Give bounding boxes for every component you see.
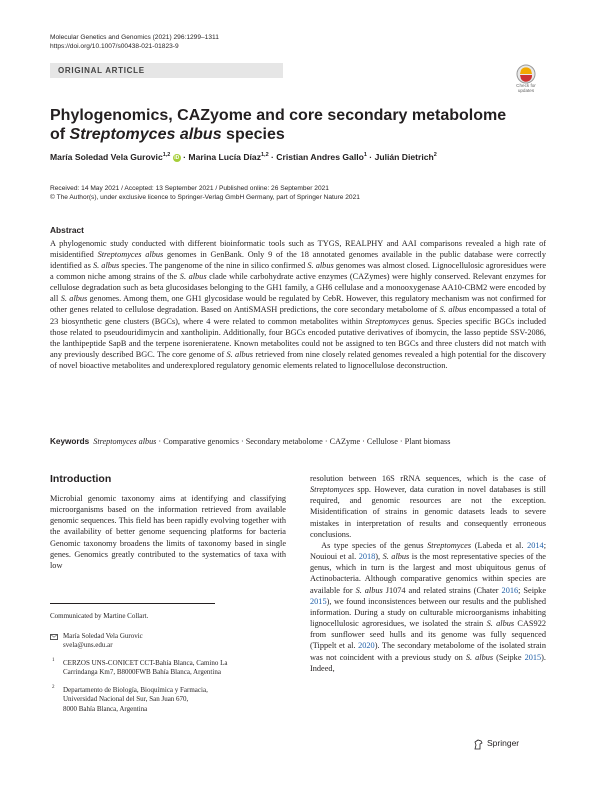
copyright-line: © The Author(s), under exclusive licence to Springer-Verlag GmbH Germany, part of Springer Nature 2021 xyxy=(50,194,360,202)
affiliation-line: CERZOS UNS-CONICET CCT-Bahía Blanca, Camino La xyxy=(63,659,228,667)
intro-paragraph: As type species of the genus Streptomyces (Labeda et al. 2014; Nouioui et al. 2018), S. albus is the most representative species of the genus, which in turn is the largest and most ubiquitous genus of Actinobacteria. Although comparative genomics within species are available for S. albus J1074 and related strains (Chater 2016; Seipke 2015), we found inconsistences between our results and the published information. During a study on culturable microorganisms inhabiting lignocellulosic agroresidues, we isolated the strain S. albus CAS922 from sunflower seed hulls and its genome was fully sequenced (Tippelt et al. 2020). The secondary metabolome of the isolated strain was not coincident with a previous study on S. albus (Seipke 2015). Indeed, xyxy=(310,540,547,673)
publication-dates xyxy=(50,184,360,203)
author-affiliation: 2 xyxy=(433,152,437,159)
abstract-heading: Abstract xyxy=(50,225,84,235)
title-suffix: species xyxy=(221,126,285,143)
affiliation-line: 8000 Bahía Blanca, Argentina xyxy=(63,704,148,713)
journal-citation xyxy=(50,34,219,52)
corresponding-email[interactable]: svela@uns.edu.ar xyxy=(63,641,113,650)
introduction-heading: Introduction xyxy=(50,473,112,485)
affiliation-1 xyxy=(63,659,228,678)
title-species: Streptomyces albus xyxy=(69,126,222,143)
author-list: María Soledad Vela Gurovic$^{1,2}$ iD · Marina Lucía Díaz$^{1,2}$ · Cristian Andres Gallo$^1$ · Julián Dietrich$^2$ xyxy=(50,152,437,162)
keywords xyxy=(50,437,550,446)
intro-paragraph: resolution between 16S rRNA sequences, which is the case of Streptomyces spp. However, data curation in novel databases is still required, and genomic resources are not the exception. Misidentification of strains in genomic datasets leads to severe mistakes in interpretation of results and consequently erroneous conclusions. xyxy=(310,474,546,539)
doi-link[interactable]: https://doi.org/10.1007/s00438-021-01823-9 xyxy=(50,42,179,50)
author-affiliation: 1,2 xyxy=(162,152,171,159)
journal-line: Molecular Genetics and Genomics (2021) 296:1299–1311 xyxy=(50,34,219,41)
springer-horse-icon xyxy=(473,737,484,748)
communicated-by: Communicated by Martine Collart. xyxy=(50,612,149,620)
intro-paragraph: Microbial genomic taxonomy aims at identifying and classifying microorganisms based on the information retrieved from available genomic sequences. This field has been rapidly evolving together with the availability of better genome sequencing platforms for bacteria Genomic taxonomy broadens the limits of taxonomy based in single genes. Genomics greatly contributed to the systematics of taxa with low xyxy=(50,494,286,570)
received-line: Received: 14 May 2021 / Accepted: 13 September 2021 / Published online: 26 September 2021 xyxy=(50,185,329,192)
author-name[interactable]: Cristian Andres Gallo xyxy=(276,152,364,162)
corresponding-author xyxy=(63,632,143,651)
affiliation-number: 1 xyxy=(52,658,55,663)
article-type-label: ORIGINAL ARTICLE xyxy=(58,66,145,75)
affiliation-line: Universidad Nacional del Sur, San Juan 670, xyxy=(63,695,189,704)
author-name[interactable]: María Soledad Vela Gurovic xyxy=(50,152,163,162)
affiliation-2 xyxy=(63,686,208,714)
keywords-label: Keywords xyxy=(50,437,90,446)
orcid-icon[interactable]: iD xyxy=(174,155,180,161)
affiliation-number: 2 xyxy=(52,685,55,690)
title-line-2 xyxy=(50,125,520,144)
footnote-divider xyxy=(50,603,215,604)
corresponding-name: María Soledad Vela Gurovic xyxy=(63,632,143,640)
affiliation-line: Carrindanga Km7, B8000FWB Bahía Blanca, Argentina xyxy=(63,668,221,677)
title-line-1: Phylogenomics, CAZyome and core secondary metabolome xyxy=(50,107,507,124)
affiliation-line: Departamento de Biología, Bioquímica y Farmacia, xyxy=(63,686,208,694)
article-title xyxy=(50,106,520,144)
publisher-logo-text: Springer xyxy=(487,738,520,748)
abstract-body: A phylogenomic study conducted with different bioinformatic tools such as TYGS, REALPHY and AAI comparisons revealed a high rate of misidentified Streptomyces albus genomes in GenBank. Only 9 of the 18 annotated genomes available in the public database were correctly identified as S. albus species. The pangenome of the nine in silico confirmed S. albus genomes was almost closed. Lignocellulosic agroresidues were a common niche among strains of the S. albus clade while carbohydrate active enzymes (CAZymes) were highly conserved. Relevant enzymes for cellulose degradation such as beta glucosidases belonging to the GH1 family, a GH6 cellulase and a monooxygenase AA10-CBM2 were encoded by all S. albus genomes. Among them, one GH1 glycosidase would be regulated by CebR. However, this regulatory mechanism was not confirmed for other genes related to cellulose degradation. Based on AntiSMASH predictions, the core secondary metabolome of S. albus encompassed a total of 23 biosynthetic gene clusters (BGCs), where 4 were related to common metabolites within Streptomyces genus. Species specific BGCs included those related to pseudouridimycin and xantholipin. Additionally, four BGCs encoded putative derivatives of ibomycin, the lasso peptide SSV-2086, the lanthipeptide SapB and the terpene isorenieratene. Known metabolites could not be assigned to ten BGCs and three clusters did not match with any previously described BGC. The core genome of S. albus retrieved from nine closely related genomes revealed a high potential for the discovery of novel bioactive metabolites and underexplored regulatory genomic elements related to lignocellulose deconstruction. xyxy=(50,238,547,371)
email-icon xyxy=(50,634,58,640)
author-affiliation: 1 xyxy=(363,152,367,159)
keywords-list: Streptomyces albus · Comparative genomics · Secondary metabolome · CAZyme · Cellulose · Plant biomass xyxy=(93,437,451,446)
check-for-updates-label: Check for updates xyxy=(516,83,536,93)
author-affiliation: 1,2 xyxy=(261,152,269,159)
intro-right-column xyxy=(310,473,546,674)
title-prefix: of xyxy=(50,126,70,143)
author-name[interactable]: Julián Dietrich xyxy=(374,152,434,162)
author-name[interactable]: Marina Lucía Díaz xyxy=(188,152,261,162)
intro-left-column xyxy=(50,493,286,571)
